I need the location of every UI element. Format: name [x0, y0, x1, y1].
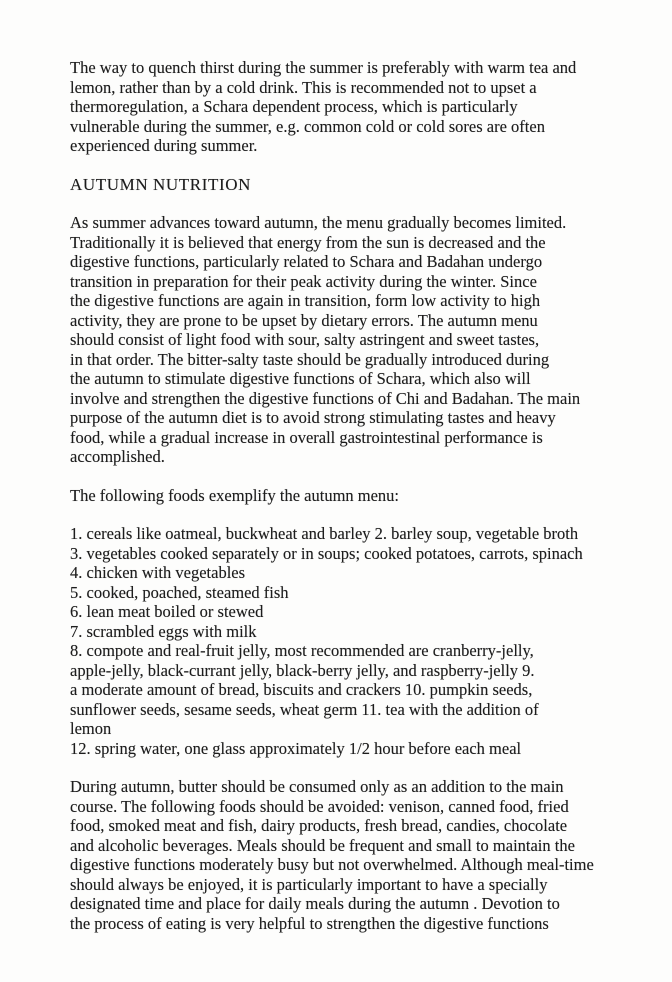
text-line: purpose of the autumn diet is to avoid strong stimulating tastes and heavy: [70, 408, 556, 427]
paragraph-block: [70, 777, 624, 933]
text-line: The following foods exemplify the autumn menu:: [70, 485, 400, 505]
text-line: 7. scrambled eggs with milk: [70, 621, 257, 641]
text-line: and alcoholic beverages. Meals should be frequent and small to maintain the: [70, 835, 575, 855]
text-line: digestive functions moderately busy but not overwhelmed. Although meal-time: [70, 855, 594, 874]
text-line: thermoregulation, a Schara dependent process, which is particularly: [70, 97, 518, 116]
text-line: lemon, rather than by a cold drink. This is recommended not to upset a: [70, 77, 537, 97]
text-line: course. The following foods should be avoided: venison, canned food, fried: [70, 796, 569, 816]
text-line: apple-jelly, black-currant jelly, black-berry jelly, and raspberry-jelly 9.: [70, 660, 535, 680]
text-line: 6. lean meat boiled or stewed: [70, 602, 264, 621]
text-line: digestive functions, particularly related to Schara and Badahan undergo: [70, 252, 543, 271]
text-line: lemon: [70, 719, 112, 738]
text-line: involve and strengthen the digestive functions of Chi and Badahan. The main: [70, 388, 581, 408]
page-content: [70, 58, 624, 933]
text-line: activity, they are prone to be upset by dietary errors. The autumn menu: [70, 310, 538, 330]
text-line: the digestive functions are again in transition, form low activity to high: [70, 291, 541, 310]
text-line: food, smoked meat and fish, dairy products, fresh bread, candies, chocolate: [70, 816, 568, 835]
text-line: in that order. The bitter-salty taste should be gradually introduced during: [70, 349, 550, 369]
text-line: should always be enjoyed, it is particularly important to have a specially: [70, 874, 548, 894]
text-line: 8. compote and real-fruit jelly, most recommended are cranberry-jelly,: [70, 641, 534, 660]
paragraph-block: [70, 58, 624, 156]
food-list-block: [70, 524, 624, 758]
text-line: sunflower seeds, sesame seeds, wheat germ 11. tea with the addition of: [70, 699, 539, 719]
section-heading: [70, 175, 624, 195]
paragraph-block: [70, 486, 624, 506]
text-line: designated time and place for daily meals during the autumn . Devotion to: [70, 894, 560, 913]
text-line: a moderate amount of bread, biscuits and crackers 10. pumpkin seeds,: [70, 680, 533, 699]
text-line: vulnerable during the summer, e.g. common cold or cold sores are often: [70, 116, 545, 136]
text-line: Traditionally it is believed that energy from the sun is decreased and the: [70, 232, 546, 252]
text-line: 1. cereals like oatmeal, buckwheat and barley 2. barley soup, vegetable broth: [70, 524, 579, 543]
text-line: should consist of light food with sour, salty astringent and sweet tastes,: [70, 330, 540, 349]
text-line: 12. spring water, one glass approximately 1/2 hour before each meal: [70, 738, 522, 758]
text-line: the autumn to stimulate digestive functions of Schara, which also will: [70, 369, 531, 388]
text-line: As summer advances toward autumn, the menu gradually becomes limited.: [70, 213, 567, 232]
text-line: 5. cooked, poached, steamed fish: [70, 582, 289, 602]
text-line: food, while a gradual increase in overall gastrointestinal performance is: [70, 427, 543, 447]
text-line: accomplished.: [70, 447, 165, 466]
text-line: transition in preparation for their peak activity during the winter. Since: [70, 271, 537, 291]
text-line: During autumn, butter should be consumed only as an addition to the main: [70, 777, 564, 796]
text-line: the process of eating is very helpful to strengthen the digestive functions: [70, 913, 549, 933]
text-line: 4. chicken with vegetables: [70, 563, 246, 582]
text-line: 3. vegetables cooked separately or in soups; cooked potatoes, carrots, spinach: [70, 543, 583, 563]
paragraph-block: [70, 213, 624, 467]
heading-text: AUTUMN NUTRITION: [70, 174, 251, 194]
text-line: The way to quench thirst during the summer is preferably with warm tea and: [70, 58, 577, 77]
text-line: experienced during summer.: [70, 136, 258, 155]
